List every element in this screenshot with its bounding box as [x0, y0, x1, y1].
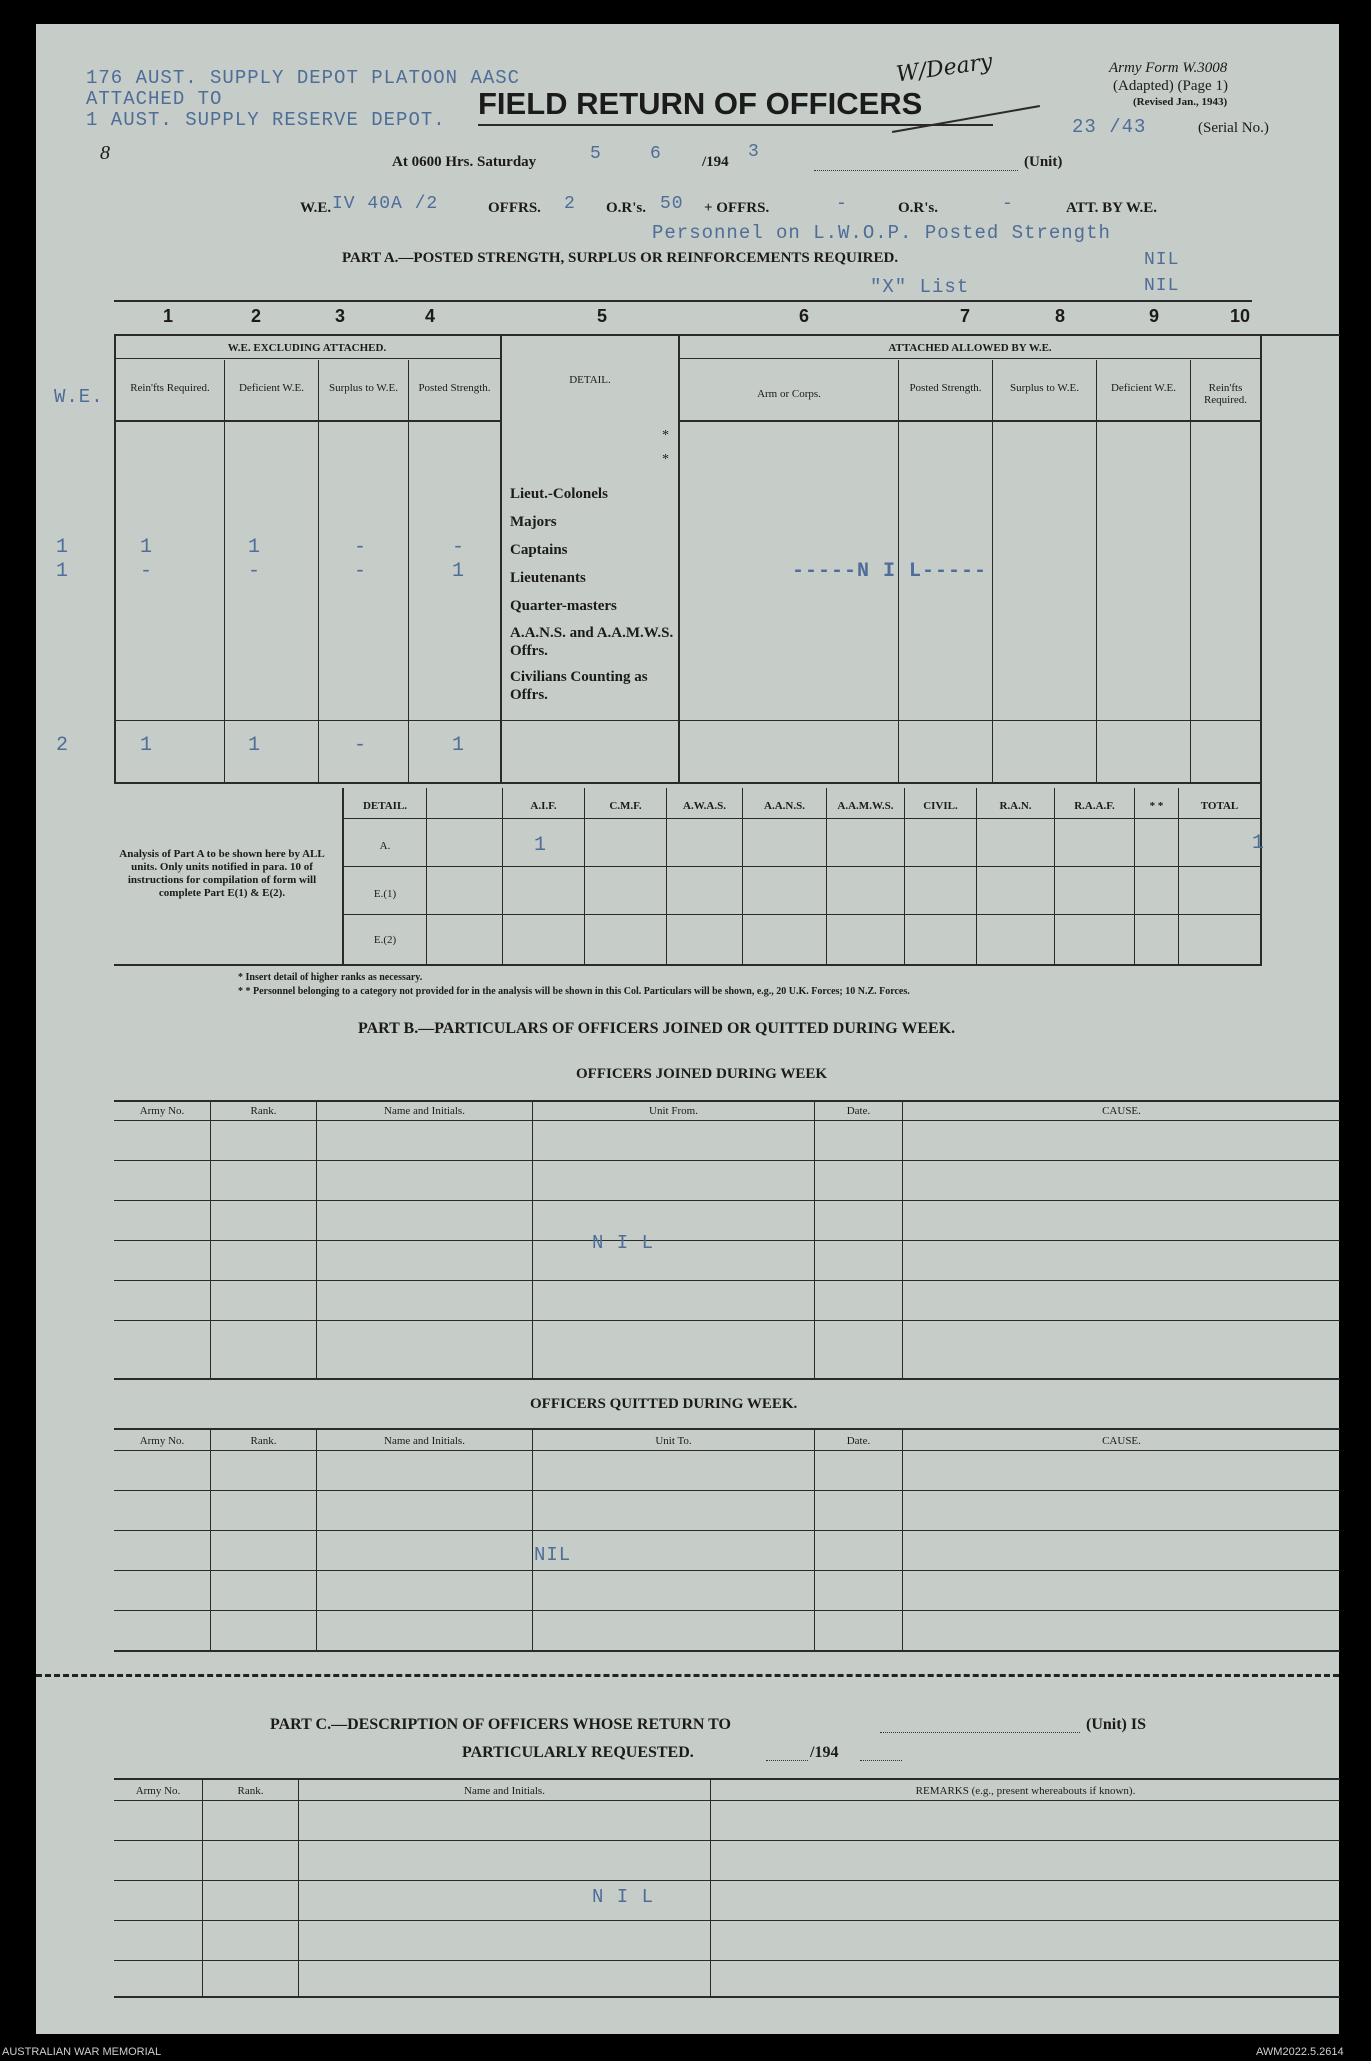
analysis-col-sep-1	[426, 788, 427, 964]
quitted-bottom-rule	[114, 1650, 1340, 1652]
col-att-reinf: Rein'fts Required.	[1203, 382, 1248, 406]
unit-line-1: 176 AUST. SUPPLY DEPOT PLATOON AASC	[86, 67, 521, 89]
form-revised: (Revised Jan., 1943)	[1133, 96, 1228, 108]
page-title: FIELD RETURN OF OFFICERS	[478, 86, 923, 121]
an-h-other: * *	[1149, 800, 1164, 812]
col-arm-corps: Arm or Corps.	[757, 388, 821, 400]
part-c-col-sep-3	[710, 1780, 711, 1996]
joined-col-sep-2	[316, 1102, 317, 1378]
footer-right: AWM2022.5.2614	[1256, 2046, 1344, 2058]
form-name: Army Form W.3008	[1109, 60, 1228, 76]
part-c-day-blank	[766, 1760, 808, 1761]
at-label: At 0600 Hrs. Saturday	[392, 154, 537, 170]
part-c-col-rank: Rank.	[237, 1785, 264, 1797]
att-allowed-rule	[680, 358, 1260, 359]
x-list-note: "X" List	[870, 276, 970, 298]
joined-row-1	[114, 1160, 1340, 1161]
rank-civilians: Civilians Counting as Offrs.	[510, 669, 648, 703]
analysis-col-sep-2	[502, 788, 503, 964]
right-col-sep-3	[1096, 360, 1097, 782]
rank-lt-colonels: Lieut.-Colonels	[510, 486, 608, 502]
quitted-nil: NIL	[534, 1544, 572, 1566]
col-num-9: 9	[1148, 306, 1159, 326]
an-h-cmf: C.M.F.	[609, 800, 642, 812]
part-c-bottom-rule	[114, 1996, 1340, 1998]
joined-bottom-rule	[114, 1378, 1340, 1380]
an-row-e1: E.(1)	[373, 888, 397, 900]
right-col-sep-4	[1190, 360, 1191, 782]
form-page: (Adapted) (Page 1)	[1113, 78, 1228, 94]
footnote-1: * Insert detail of higher ranks as necessary.	[238, 972, 423, 983]
analysis-bottom-rule	[114, 964, 1262, 966]
serial-label: (Serial No.)	[1198, 120, 1269, 136]
an-row-a: A.	[379, 840, 391, 852]
col-att-deficient: Deficient W.E.	[1110, 382, 1177, 394]
rank-aans: A.A.N.S. and A.A.M.W.S. Offrs.	[510, 625, 674, 659]
margin-mark: 8	[100, 142, 110, 164]
quitted-col-sep-2	[316, 1430, 317, 1650]
quitted-header-rule	[114, 1450, 1340, 1451]
joined-col-unit-from: Unit From.	[649, 1105, 698, 1117]
lwop-note: Personnel on L.W.O.P. Posted Strength	[652, 222, 1111, 244]
quitted-col-cause: CAUSE.	[1102, 1435, 1141, 1447]
joined-col-sep-1	[210, 1102, 211, 1378]
col-num-2: 2	[250, 306, 261, 326]
quitted-col-sep-5	[902, 1430, 903, 1650]
part-b-heading: PART B.—PARTICULARS OF OFFICERS JOINED OR QUITTED DURING WEEK.	[358, 1020, 956, 1037]
rank-quartermasters: Quarter-masters	[510, 598, 617, 614]
detail-label: DETAIL.	[569, 374, 611, 386]
col-att-posted: Posted Strength.	[909, 382, 982, 394]
col-num-5: 5	[596, 306, 607, 326]
analysis-col-sep-7	[904, 788, 905, 964]
joined-col-sep-3	[532, 1102, 533, 1378]
col-num-4: 4	[424, 306, 435, 326]
joined-col-date: Date.	[846, 1105, 871, 1117]
part-c-date-blank: /194	[810, 1744, 839, 1761]
an-h-civil: CIVIL.	[923, 800, 958, 812]
joined-col-sep-5	[902, 1102, 903, 1378]
total-deficient: 1	[248, 734, 262, 757]
ors-value: 50	[660, 194, 684, 214]
quitted-col-rank: Rank.	[250, 1435, 277, 1447]
quitted-col-name: Name and Initials.	[384, 1435, 465, 1447]
lieutenants-surplus: -	[354, 560, 368, 583]
we-excl-rule	[114, 358, 500, 359]
quitted-col-date: Date.	[846, 1435, 871, 1447]
date-day: 5	[590, 144, 602, 164]
lieutenants-deficient: -	[248, 560, 262, 583]
analysis-col-sep-5	[742, 788, 743, 964]
joined-header-rule	[114, 1120, 1340, 1121]
an-a-aif: 1	[534, 834, 548, 857]
handwritten-signature: W/Deary	[894, 49, 995, 88]
asterisk-2: *	[662, 452, 669, 467]
unit-blank	[814, 170, 1018, 171]
quitted-row-3	[114, 1570, 1340, 1571]
col-num-7: 7	[959, 306, 970, 326]
serial-value: 23 /43	[1072, 116, 1147, 138]
total-row-rule	[114, 720, 1260, 721]
captains-we: 1	[56, 536, 70, 559]
quitted-row-2	[114, 1530, 1340, 1531]
left-col-sep-3	[408, 360, 409, 782]
we-label: W.E.	[300, 200, 332, 216]
quitted-row-4	[114, 1610, 1340, 1611]
an-h-aif: A.I.F.	[530, 800, 557, 812]
part-c-nil: N I L	[592, 1886, 655, 1908]
we-value: IV 40A /2	[332, 194, 439, 214]
part-c-heading-b: (Unit) IS	[1086, 1716, 1147, 1733]
analysis-header-rule	[342, 818, 1262, 819]
right-cols-rule	[680, 420, 1260, 422]
part-a-detail-left	[500, 336, 502, 782]
part-c-col-remarks: REMARKS (e.g., present whereabouts if known).	[915, 1785, 1136, 1797]
unit-line-2: ATTACHED TO	[86, 88, 223, 110]
we-excluding-label: W.E. EXCLUDING ATTACHED.	[227, 342, 387, 354]
quitted-col-sep-3	[532, 1430, 533, 1650]
col-att-surplus: Surplus to W.E.	[1009, 382, 1080, 394]
rank-list	[510, 480, 678, 704]
lieutenants-posted: 1	[452, 560, 466, 583]
part-c-col-sep-2	[298, 1780, 299, 1996]
quitted-col-sep-4	[814, 1430, 815, 1650]
unit-label: (Unit)	[1024, 154, 1063, 170]
lwop-value: NIL	[1144, 250, 1180, 270]
left-col-sep-2	[318, 360, 319, 782]
lieutenants-reinf: -	[140, 560, 154, 583]
part-a-right-border	[1260, 336, 1262, 782]
part-a-detail-right	[678, 336, 680, 782]
lieutenants-we: 1	[56, 560, 70, 583]
col-deficient: Deficient W.E.	[238, 382, 305, 394]
col-reinf: Rein'fts Required.	[130, 382, 210, 394]
col-num-6: 6	[798, 306, 809, 326]
unit-typed	[86, 68, 520, 131]
total-posted: 1	[452, 734, 466, 757]
joined-row-3	[114, 1240, 1340, 1241]
an-h-ran: R.A.N.	[999, 800, 1032, 812]
col-posted: Posted Strength.	[418, 382, 491, 394]
an-h-awas: A.W.A.S.	[683, 800, 726, 812]
an-h-detail: DETAIL.	[362, 800, 408, 812]
total-surplus: -	[354, 734, 368, 757]
joined-col-cause: CAUSE.	[1102, 1105, 1141, 1117]
plus-ors-label: O.R's.	[898, 200, 939, 216]
analysis-row-rule-2	[342, 914, 1262, 915]
att-label: ATT. BY W.E.	[1066, 200, 1158, 216]
footnote-2: * * Personnel belonging to a category not provided for in the analysis will be shown in this Col. Particulars will be shown, e.g., 20 U.K. Forces; 10 N.Z. Forces.	[238, 986, 910, 997]
attached-allowed-label: ATTACHED ALLOWED BY W.E.	[888, 342, 1052, 354]
rank-majors: Majors	[510, 514, 557, 530]
joined-row-4	[114, 1280, 1340, 1281]
col-num-1: 1	[162, 306, 173, 326]
an-h-aans: A.A.N.S.	[764, 800, 805, 812]
total-we: 2	[56, 734, 70, 757]
joined-row-5	[114, 1320, 1340, 1321]
analysis-col-sep-6	[826, 788, 827, 964]
joined-heading: OFFICERS JOINED DURING WEEK	[576, 1066, 828, 1082]
joined-row-2	[114, 1200, 1340, 1201]
part-c-heading-c: PARTICULARLY REQUESTED.	[462, 1744, 694, 1761]
offrs-value: 2	[564, 194, 576, 214]
analysis-col-sep-10	[1134, 788, 1135, 964]
captains-reinf: 1	[140, 536, 154, 559]
captains-surplus: -	[354, 536, 368, 559]
analysis-right-border	[1260, 784, 1262, 964]
quitted-heading: OFFICERS QUITTED DURING WEEK.	[530, 1396, 798, 1412]
we-side-label: W.E.	[54, 386, 104, 408]
footer-left: AUSTRALIAN WAR MEMORIAL	[2, 2046, 162, 2058]
quitted-row-1	[114, 1490, 1340, 1491]
analysis-col-sep-3	[584, 788, 585, 964]
date-year-suffix: 3	[748, 142, 760, 162]
an-h-aamws: A.A.M.W.S.	[837, 800, 894, 812]
right-col-sep-2	[992, 360, 993, 782]
part-c-heading-a: PART C.—DESCRIPTION OF OFFICERS WHOSE RETURN TO	[270, 1716, 731, 1733]
joined-top-rule	[114, 1100, 1340, 1102]
analysis-col-sep-9	[1054, 788, 1055, 964]
left-cols-rule	[114, 420, 500, 422]
part-c-year-blank	[860, 1760, 902, 1761]
part-c-col-name: Name and Initials.	[464, 1785, 545, 1797]
attached-nil: -----N I L-----	[792, 560, 988, 583]
offrs-label: OFFRS.	[488, 200, 541, 216]
quitted-col-unit-to: Unit To.	[655, 1435, 692, 1447]
part-c-col-sep-1	[202, 1780, 203, 1996]
total-reinf: 1	[140, 734, 154, 757]
joined-col-name: Name and Initials.	[384, 1105, 465, 1117]
col-surplus: Surplus to W.E.	[328, 382, 399, 394]
captains-deficient: 1	[248, 536, 262, 559]
plus-ors-value: -	[1002, 194, 1014, 214]
analysis-row-rule-1	[342, 866, 1262, 867]
an-h-raaf: R.A.A.F.	[1074, 800, 1115, 812]
form-sheet	[36, 24, 1339, 2034]
plus-offrs-label: + OFFRS.	[704, 200, 770, 216]
captains-posted: -	[452, 536, 466, 559]
joined-col-sep-4	[814, 1102, 815, 1378]
date-month: 6	[650, 144, 662, 164]
date-year-prefix: /194	[702, 154, 729, 170]
analysis-col-sep-4	[666, 788, 667, 964]
an-a-total: 1	[1252, 832, 1266, 855]
x-list-value: NIL	[1144, 276, 1180, 296]
joined-col-army-no: Army No.	[139, 1105, 185, 1117]
cut-line	[36, 1674, 1339, 1677]
col-num-3: 3	[334, 306, 345, 326]
plus-offrs-value: -	[836, 194, 848, 214]
joined-col-rank: Rank.	[250, 1105, 277, 1117]
quitted-col-sep-1	[210, 1430, 211, 1650]
part-a-top-rule	[114, 300, 1252, 302]
analysis-col-sep-11	[1178, 788, 1179, 964]
quitted-col-army-no: Army No.	[139, 1435, 185, 1447]
an-row-e2: E.(2)	[373, 934, 397, 946]
an-h-total: TOTAL	[1200, 800, 1239, 812]
quitted-top-rule	[114, 1428, 1340, 1430]
col-num-10: 10	[1229, 306, 1251, 326]
part-c-col-army-no: Army No.	[135, 1785, 181, 1797]
left-col-sep-1	[224, 360, 225, 782]
part-a-heading: PART A.—POSTED STRENGTH, SURPLUS OR REINFORCEMENTS REQUIRED.	[342, 250, 899, 266]
title-underline	[478, 124, 993, 126]
rank-captains: Captains	[510, 542, 568, 558]
rank-lieutenants: Lieutenants	[510, 570, 586, 586]
part-c-unit-blank	[880, 1732, 1080, 1733]
ors-label: O.R's.	[606, 200, 647, 216]
part-a-bottom-rule	[114, 782, 1262, 784]
unit-line-3: 1 AUST. SUPPLY RESERVE DEPOT.	[86, 109, 446, 131]
col-num-8: 8	[1054, 306, 1065, 326]
part-a-header-rule	[114, 334, 1340, 336]
joined-nil: N I L	[592, 1232, 655, 1254]
asterisk-1: *	[662, 428, 669, 443]
analysis-note: Analysis of Part A to be shown here by ALL units. Only units notified in para. 10 of instructions for compilation of form will complete Part E(1) & E(2).	[119, 848, 325, 899]
part-a-left-border	[114, 336, 116, 782]
analysis-col-sep-8	[976, 788, 977, 964]
